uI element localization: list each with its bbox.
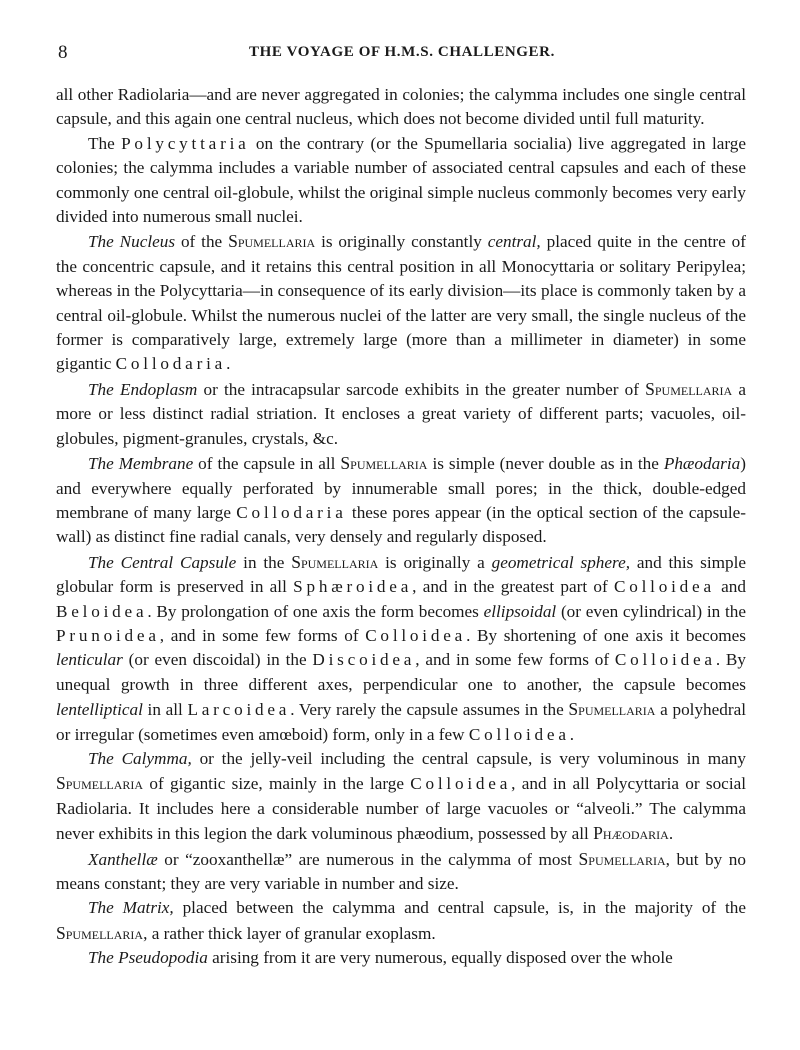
- text-run: . By shortening of one axis it becomes: [466, 625, 746, 645]
- text-run: on the contrary (or the Spumellaria socialia) live aggregated in large colonies; the calymma includes a variable number of associated central capsules and each of these commonly one central oil-globule, whilst the original simple nucleus commonly becomes very early divided into numerous small nuclei.: [56, 133, 746, 227]
- italic-term: The Membrane: [88, 454, 194, 474]
- spaced-term: Collodaria: [236, 502, 347, 522]
- small-caps-term: Spumellaria: [568, 699, 656, 720]
- text-run: or the jelly-veil including the central capsule, is very voluminous in many: [191, 748, 746, 768]
- small-caps-term: Spumellaria: [340, 453, 428, 474]
- text-run: or “zooxanthellæ” are numerous in the calymma of most: [157, 849, 579, 869]
- small-caps-term: Spumellaria: [56, 773, 144, 794]
- text-run: in all: [142, 700, 188, 720]
- paragraph: [56, 83, 746, 132]
- paragraph: [56, 229, 746, 376]
- paragraph: [56, 747, 746, 847]
- text-run: . By prolongation of one axis the form becomes: [147, 601, 484, 621]
- text-run: of gigantic size, mainly in the large: [143, 774, 411, 794]
- text-run: all other Radiolaria—and are never aggregated in colonies; the calymma includes one single central capsule, and this again one central nucleus, which does not become divided until full maturity.: [56, 85, 746, 129]
- paragraph: [56, 946, 746, 970]
- running-title: THE VOYAGE OF H.M.S. CHALLENGER.: [249, 44, 555, 60]
- spaced-term: Colloidea: [468, 724, 570, 744]
- text-run: , and in some few forms of: [159, 625, 366, 645]
- spaced-term: Sphæroidea: [293, 577, 413, 597]
- text-run: of the capsule in all: [193, 454, 341, 474]
- small-caps-term: Spumellaria: [578, 848, 666, 869]
- text-run: and this simple globular form is preserved in all: [56, 552, 747, 597]
- text-run: is originally a: [378, 552, 492, 572]
- text-run: a polyhedral or irregular (sometimes even amœboid) form, only in a few: [56, 700, 746, 744]
- body-text: [56, 83, 746, 971]
- italic-term: The Calymma,: [88, 748, 192, 768]
- text-run: (or even discoidal) in the: [122, 650, 313, 670]
- paragraph: [56, 847, 746, 897]
- spaced-term: Polycyttaria: [121, 133, 250, 153]
- text-run: and: [714, 577, 746, 597]
- text-run: , but by no means constant; they are very variable in number and size.: [56, 849, 746, 893]
- small-caps-term: Phæodaria: [593, 823, 669, 844]
- italic-term: ellipsoidal: [483, 601, 557, 621]
- italic-term: The Pseudopodia: [88, 948, 208, 968]
- italic-term: lenticular: [56, 650, 123, 670]
- text-run: .: [569, 724, 575, 744]
- spaced-term: Collodaria: [115, 354, 227, 374]
- italic-term: geometrical sphere,: [491, 552, 631, 572]
- text-run: placed between the calymma and central capsule, is, in the majority of the: [173, 898, 746, 918]
- paragraph: [56, 451, 746, 550]
- text-run: placed quite in the centre of the concentric capsule, and it retains this central position in all Monocyttaria or solitary Peripylea; whereas in the Polycyttaria—in consequence of its early division—its place is commonly taken by a central oil-globule. Whilst the numerous nuclei of the latter are very small, the single nucleus of the former is comparatively large, extremely large (more than a millimeter in diameter) in some gigantic: [56, 232, 746, 374]
- text-run: The: [88, 133, 122, 153]
- page-header: [58, 42, 746, 66]
- italic-term: Xanthellæ: [88, 849, 158, 869]
- small-caps-term: Spumellaria: [56, 922, 144, 943]
- italic-term: The Central Capsule: [88, 552, 237, 572]
- spaced-term: Colloidea: [614, 577, 715, 597]
- paragraph: [56, 896, 746, 946]
- text-run: , and in the greatest part of: [412, 577, 614, 597]
- text-run: in the: [236, 552, 292, 572]
- spaced-term: Colloidea: [410, 774, 512, 794]
- paragraph: [56, 550, 746, 747]
- text-run: ) and everywhere equally perforated by innumerable small pores; in the thick, double-edged membrane of many large: [56, 454, 746, 522]
- italic-term: The Nucleus: [88, 232, 176, 252]
- italic-term: central,: [487, 232, 541, 252]
- text-run: , and in some few forms of: [415, 650, 615, 670]
- text-run: .: [668, 824, 674, 844]
- italic-term: Phæodaria: [663, 454, 741, 474]
- spaced-term: Colloidea: [614, 650, 716, 670]
- text-run: is simple (never double as in the: [427, 454, 664, 474]
- text-run: is originally constantly: [315, 232, 488, 252]
- text-run: . By unequal growth in three different axes, perpendicular one to another, the capsule becomes: [56, 650, 746, 694]
- text-run: a more or less distinct radial striation. It encloses a great variety of different parts; vacuoles, oil-globules, pigment-granules, crystals, &c.: [56, 379, 747, 448]
- text-run: .: [226, 354, 231, 374]
- text-run: , and in all Polycyttaria or social Radiolaria. It includes here a considerable number of large vacuoles or “alveoli.” The calymma never exhibits in this legion the dark voluminous phæodium, possessed by all: [56, 774, 746, 844]
- text-run: of the: [175, 232, 229, 252]
- small-caps-term: Spumellaria: [291, 551, 379, 572]
- spaced-term: Discoidea: [312, 650, 416, 670]
- spaced-term: Colloidea: [365, 625, 467, 645]
- small-caps-term: Spumellaria: [228, 231, 316, 252]
- small-caps-term: Spumellaria: [645, 378, 733, 399]
- spaced-term: Prunoidea: [56, 625, 160, 645]
- paragraph: [56, 132, 746, 230]
- text-run: , a rather thick layer of granular exoplasm.: [143, 923, 436, 943]
- text-run: these pores appear (in the optical section of the capsule-wall) as distinct fine radial canals, very densely and regularly disposed.: [56, 502, 746, 547]
- paragraph: [56, 377, 746, 451]
- italic-term: The Endoplasm: [88, 379, 198, 399]
- spaced-term: Beloidea: [56, 601, 148, 621]
- text-run: or the intracapsular sarcode exhibits in the greater number of: [197, 379, 646, 399]
- text-run: arising from it are very numerous, equally disposed over the whole: [207, 948, 673, 968]
- page-number: 8: [58, 42, 68, 63]
- spaced-term: Larcoidea: [187, 700, 291, 720]
- italic-term: The Matrix,: [88, 898, 174, 918]
- text-run: (or even cylindrical) in the: [556, 601, 746, 621]
- italic-term: lentelliptical: [56, 700, 143, 720]
- text-run: . Very rarely the capsule assumes in the: [290, 700, 569, 720]
